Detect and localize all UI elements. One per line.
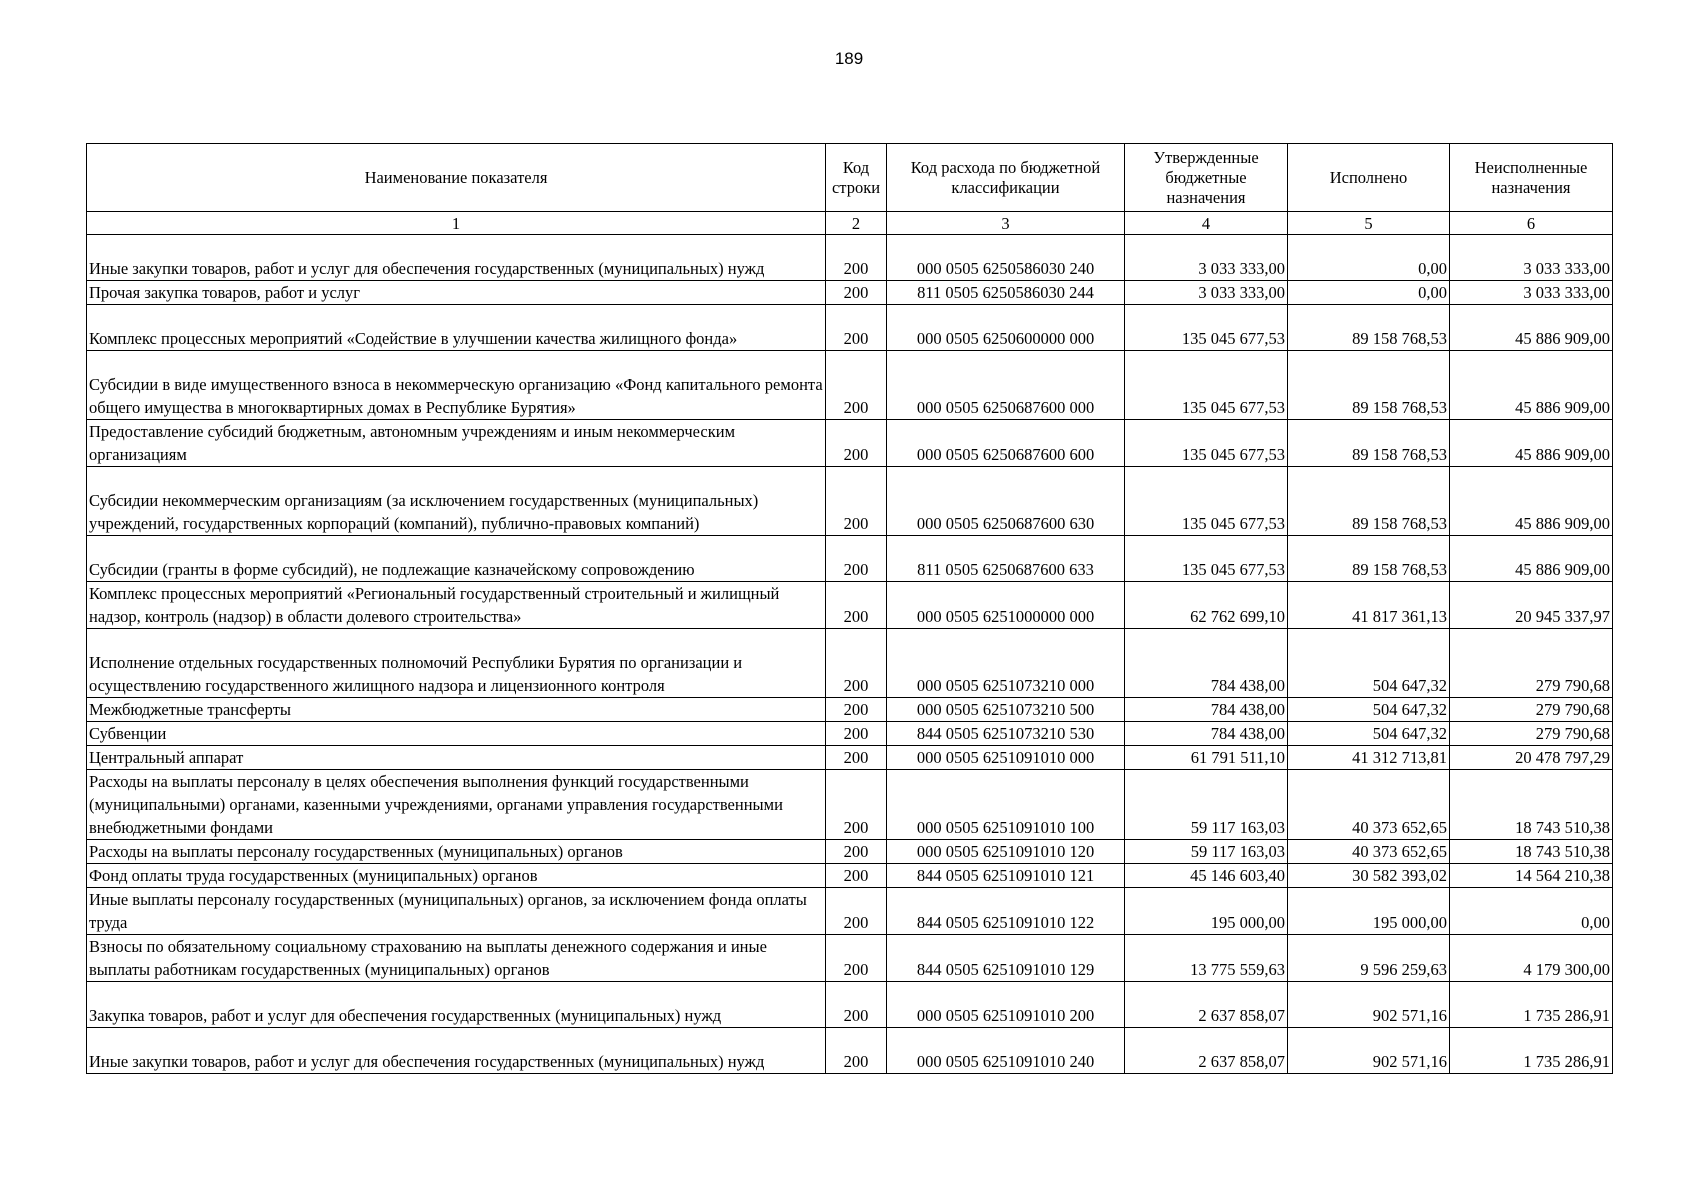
executed-amount: 89 158 768,53 [1288, 420, 1450, 467]
budget-classification-code: 000 0505 6250586030 240 [887, 235, 1125, 281]
indicator-name: Центральный аппарат [87, 746, 826, 770]
line-code: 200 [826, 467, 887, 536]
line-code: 200 [826, 982, 887, 1028]
indicator-name: Субсидии в виде имущественного взноса в некоммерческую организацию «Фонд капитального ремонта общего имущества в многоквартирных домах в Республике Бурятия» [87, 351, 826, 420]
indicator-name: Прочая закупка товаров, работ и услуг [87, 281, 826, 305]
approved-amount: 195 000,00 [1125, 888, 1288, 935]
unexecuted-amount: 279 790,68 [1450, 722, 1613, 746]
table-row [87, 420, 1613, 467]
budget-table [86, 143, 1613, 1074]
unexecuted-amount: 1 735 286,91 [1450, 1028, 1613, 1074]
indicator-name: Субсидии некоммерческим организациям (за исключением государственных (муниципальных) учреждений, государственных корпораций (компаний), публично-правовых компаний) [87, 467, 826, 536]
executed-amount: 89 158 768,53 [1288, 351, 1450, 420]
budget-classification-code: 000 0505 6250687600 600 [887, 420, 1125, 467]
unexecuted-amount: 45 886 909,00 [1450, 536, 1613, 582]
line-code: 200 [826, 698, 887, 722]
unexecuted-amount: 279 790,68 [1450, 698, 1613, 722]
table-row [87, 305, 1613, 351]
budget-classification-code: 000 0505 6251073210 500 [887, 698, 1125, 722]
unexecuted-amount: 3 033 333,00 [1450, 281, 1613, 305]
executed-amount: 0,00 [1288, 281, 1450, 305]
indicator-name: Комплекс процессных мероприятий «Содействие в улучшении качества жилищного фонда» [87, 305, 826, 351]
unexecuted-amount: 18 743 510,38 [1450, 840, 1613, 864]
line-code: 200 [826, 536, 887, 582]
table-row [87, 840, 1613, 864]
table-row [87, 281, 1613, 305]
indicator-name: Субвенции [87, 722, 826, 746]
executed-amount: 40 373 652,65 [1288, 770, 1450, 840]
unexecuted-amount: 4 179 300,00 [1450, 935, 1613, 982]
line-code: 200 [826, 629, 887, 698]
indicator-name: Субсидии (гранты в форме субсидий), не подлежащие казначейскому сопровождению [87, 536, 826, 582]
approved-amount: 135 045 677,53 [1125, 536, 1288, 582]
executed-amount: 504 647,32 [1288, 698, 1450, 722]
executed-amount: 89 158 768,53 [1288, 305, 1450, 351]
approved-amount: 45 146 603,40 [1125, 864, 1288, 888]
unexecuted-amount: 1 735 286,91 [1450, 982, 1613, 1028]
budget-classification-code: 000 0505 6250687600 000 [887, 351, 1125, 420]
indicator-name: Расходы на выплаты персоналу в целях обеспечения выполнения функций государственными (муниципальными) органами, казенными учреждениями, органами управления государственными внебюджетными фондами [87, 770, 826, 840]
approved-amount: 62 762 699,10 [1125, 582, 1288, 629]
executed-amount: 89 158 768,53 [1288, 536, 1450, 582]
line-code: 200 [826, 722, 887, 746]
indicator-name: Взносы по обязательному социальному страхованию на выплаты денежного содержания и иные выплаты работникам государственных (муниципальных) органов [87, 935, 826, 982]
column-number: 1 [87, 212, 826, 235]
approved-amount: 2 637 858,07 [1125, 982, 1288, 1028]
header-budget-code: Код расхода по бюджетной классификации [887, 144, 1125, 212]
indicator-name: Закупка товаров, работ и услуг для обеспечения государственных (муниципальных) нужд [87, 982, 826, 1028]
executed-amount: 195 000,00 [1288, 888, 1450, 935]
indicator-name: Исполнение отдельных государственных полномочий Республики Бурятия по организации и осуществлению государственного жилищного надзора и лицензионного контроля [87, 629, 826, 698]
approved-amount: 61 791 511,10 [1125, 746, 1288, 770]
column-number: 4 [1125, 212, 1288, 235]
approved-amount: 135 045 677,53 [1125, 467, 1288, 536]
budget-classification-code: 000 0505 6251091010 120 [887, 840, 1125, 864]
line-code: 200 [826, 582, 887, 629]
budget-classification-code: 811 0505 6250687600 633 [887, 536, 1125, 582]
table-row [87, 698, 1613, 722]
approved-amount: 784 438,00 [1125, 698, 1288, 722]
column-number: 5 [1288, 212, 1450, 235]
indicator-name: Иные закупки товаров, работ и услуг для обеспечения государственных (муниципальных) нужд [87, 1028, 826, 1074]
line-code: 200 [826, 1028, 887, 1074]
table-row [87, 746, 1613, 770]
line-code: 200 [826, 305, 887, 351]
budget-classification-code: 000 0505 6251091010 240 [887, 1028, 1125, 1074]
table-row [87, 351, 1613, 420]
unexecuted-amount: 45 886 909,00 [1450, 467, 1613, 536]
unexecuted-amount: 45 886 909,00 [1450, 305, 1613, 351]
line-code: 200 [826, 235, 887, 281]
column-number: 2 [826, 212, 887, 235]
budget-classification-code: 000 0505 6251073210 000 [887, 629, 1125, 698]
approved-amount: 784 438,00 [1125, 629, 1288, 698]
header-name: Наименование показателя [87, 144, 826, 212]
budget-classification-code: 000 0505 6250687600 630 [887, 467, 1125, 536]
table-row [87, 467, 1613, 536]
executed-amount: 902 571,16 [1288, 1028, 1450, 1074]
line-code: 200 [826, 840, 887, 864]
budget-classification-code: 000 0505 6251091010 100 [887, 770, 1125, 840]
executed-amount: 40 373 652,65 [1288, 840, 1450, 864]
budget-classification-code: 844 0505 6251091010 121 [887, 864, 1125, 888]
table-row [87, 582, 1613, 629]
unexecuted-amount: 0,00 [1450, 888, 1613, 935]
executed-amount: 41 817 361,13 [1288, 582, 1450, 629]
table-row [87, 935, 1613, 982]
header-line-code: Код строки [826, 144, 887, 212]
indicator-name: Расходы на выплаты персоналу государственных (муниципальных) органов [87, 840, 826, 864]
budget-classification-code: 000 0505 6251000000 000 [887, 582, 1125, 629]
unexecuted-amount: 14 564 210,38 [1450, 864, 1613, 888]
executed-amount: 902 571,16 [1288, 982, 1450, 1028]
line-code: 200 [826, 888, 887, 935]
budget-classification-code: 000 0505 6250600000 000 [887, 305, 1125, 351]
unexecuted-amount: 279 790,68 [1450, 629, 1613, 698]
table-row [87, 722, 1613, 746]
unexecuted-amount: 3 033 333,00 [1450, 235, 1613, 281]
budget-classification-code: 000 0505 6251091010 000 [887, 746, 1125, 770]
line-code: 200 [826, 864, 887, 888]
line-code: 200 [826, 420, 887, 467]
executed-amount: 0,00 [1288, 235, 1450, 281]
table-row [87, 770, 1613, 840]
header-executed: Исполнено [1288, 144, 1450, 212]
approved-amount: 3 033 333,00 [1125, 235, 1288, 281]
line-code: 200 [826, 281, 887, 305]
indicator-name: Комплекс процессных мероприятий «Региональный государственный строительный и жилищный надзор, контроль (надзор) в области долевого строительства» [87, 582, 826, 629]
executed-amount: 9 596 259,63 [1288, 935, 1450, 982]
line-code: 200 [826, 935, 887, 982]
indicator-name: Фонд оплаты труда государственных (муниципальных) органов [87, 864, 826, 888]
unexecuted-amount: 18 743 510,38 [1450, 770, 1613, 840]
table-row [87, 1028, 1613, 1074]
approved-amount: 13 775 559,63 [1125, 935, 1288, 982]
column-number: 3 [887, 212, 1125, 235]
approved-amount: 135 045 677,53 [1125, 305, 1288, 351]
table-row [87, 536, 1613, 582]
header-row [87, 144, 1613, 212]
approved-amount: 59 117 163,03 [1125, 770, 1288, 840]
table-row [87, 888, 1613, 935]
table-row [87, 864, 1613, 888]
page-number: 189 [834, 49, 864, 68]
approved-amount: 2 637 858,07 [1125, 1028, 1288, 1074]
unexecuted-amount: 45 886 909,00 [1450, 351, 1613, 420]
header-approved: Утвержденные бюджетные назначения [1125, 144, 1288, 212]
approved-amount: 135 045 677,53 [1125, 351, 1288, 420]
header-unexecuted: Неисполненные назначения [1450, 144, 1613, 212]
budget-classification-code: 844 0505 6251091010 129 [887, 935, 1125, 982]
indicator-name: Иные выплаты персоналу государственных (муниципальных) органов, за исключением фонда оплаты труда [87, 888, 826, 935]
executed-amount: 504 647,32 [1288, 629, 1450, 698]
approved-amount: 784 438,00 [1125, 722, 1288, 746]
unexecuted-amount: 20 945 337,97 [1450, 582, 1613, 629]
indicator-name: Межбюджетные трансферты [87, 698, 826, 722]
executed-amount: 30 582 393,02 [1288, 864, 1450, 888]
approved-amount: 3 033 333,00 [1125, 281, 1288, 305]
budget-classification-code: 811 0505 6250586030 244 [887, 281, 1125, 305]
table-row [87, 982, 1613, 1028]
executed-amount: 89 158 768,53 [1288, 467, 1450, 536]
column-number-row [87, 212, 1613, 235]
table-row [87, 235, 1613, 281]
approved-amount: 59 117 163,03 [1125, 840, 1288, 864]
column-number: 6 [1450, 212, 1613, 235]
indicator-name: Иные закупки товаров, работ и услуг для обеспечения государственных (муниципальных) нужд [87, 235, 826, 281]
budget-classification-code: 844 0505 6251073210 530 [887, 722, 1125, 746]
budget-classification-code: 844 0505 6251091010 122 [887, 888, 1125, 935]
unexecuted-amount: 45 886 909,00 [1450, 420, 1613, 467]
line-code: 200 [826, 351, 887, 420]
line-code: 200 [826, 746, 887, 770]
table-row [87, 629, 1613, 698]
executed-amount: 504 647,32 [1288, 722, 1450, 746]
executed-amount: 41 312 713,81 [1288, 746, 1450, 770]
approved-amount: 135 045 677,53 [1125, 420, 1288, 467]
indicator-name: Предоставление субсидий бюджетным, автономным учреждениям и иным некоммерческим организациям [87, 420, 826, 467]
line-code: 200 [826, 770, 887, 840]
unexecuted-amount: 20 478 797,29 [1450, 746, 1613, 770]
budget-classification-code: 000 0505 6251091010 200 [887, 982, 1125, 1028]
